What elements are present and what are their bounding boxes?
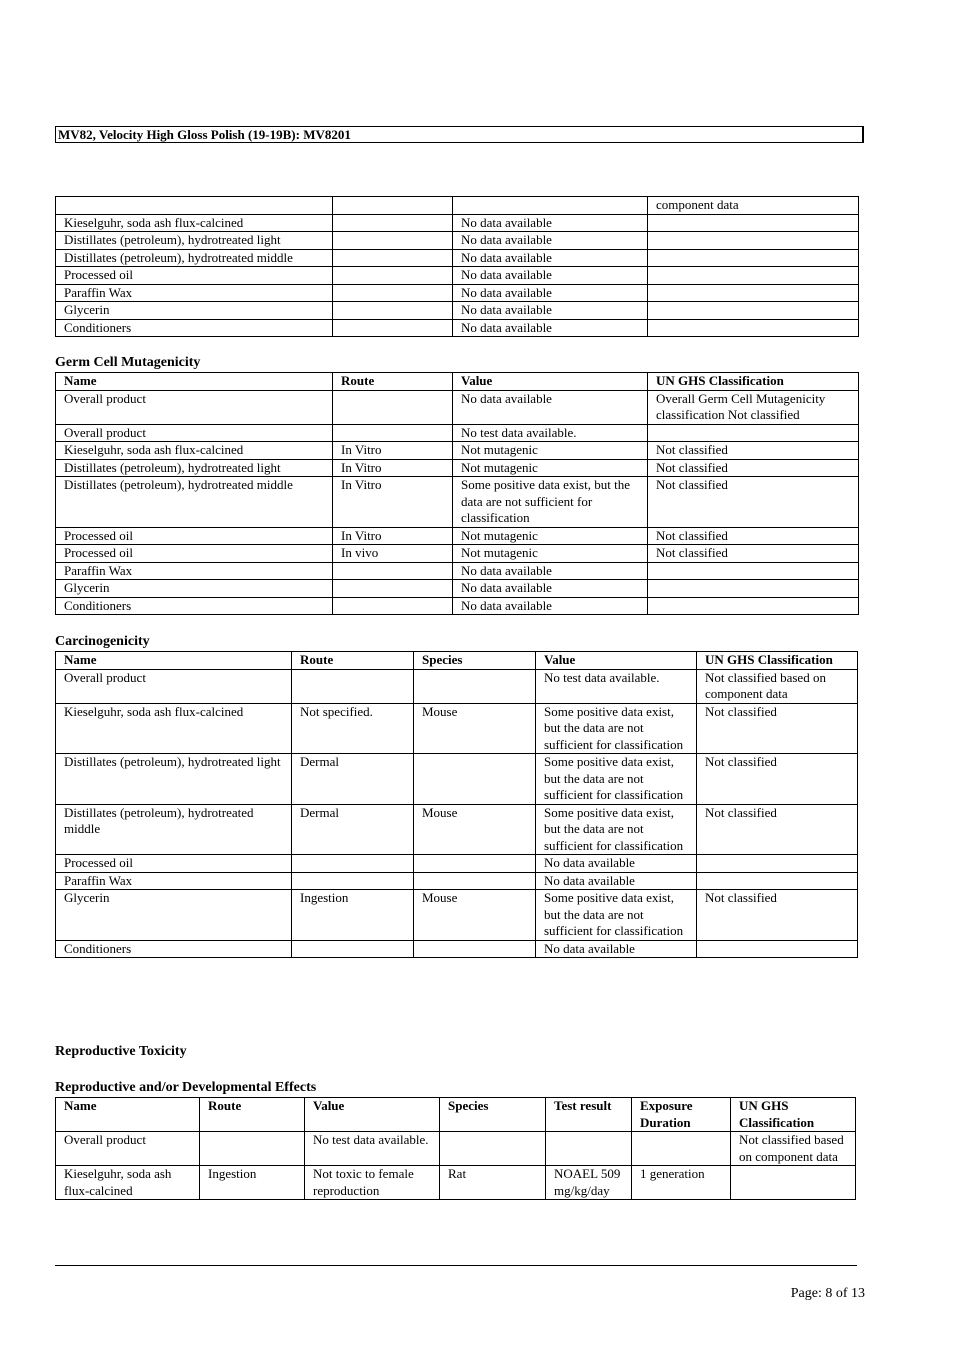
table-cell	[648, 232, 859, 250]
table-row	[56, 302, 859, 320]
table-cell: No data available	[536, 872, 697, 890]
table-row	[56, 1166, 856, 1200]
table-cell: Kieselguhr, soda ash flux-calcined	[56, 703, 292, 754]
table-cell: In vivo	[333, 545, 453, 563]
table-cell: Not classified	[648, 477, 859, 528]
table-row	[56, 232, 859, 250]
table-row	[56, 703, 858, 754]
table-cell: Some positive data exist, but the data are not sufficient for classification	[536, 890, 697, 941]
table-cell: Ingestion	[200, 1166, 305, 1200]
table-row	[56, 527, 859, 545]
acute-toxicity-continuation-table	[55, 196, 859, 337]
table-cell: Some positive data exist, but the data are not sufficient for classification	[453, 477, 648, 528]
table-cell: Processed oil	[56, 855, 292, 873]
table-cell: Some positive data exist, but the data are not sufficient for classification	[536, 754, 697, 805]
column-header: Species	[440, 1098, 546, 1132]
column-header: Name	[56, 373, 333, 391]
table-cell: Glycerin	[56, 890, 292, 941]
table-cell: Overall product	[56, 669, 292, 703]
column-header: Species	[414, 652, 536, 670]
table-cell: Processed oil	[56, 527, 333, 545]
table-cell: Conditioners	[56, 319, 333, 337]
table-cell: Not mutagenic	[453, 459, 648, 477]
table-row	[56, 545, 859, 563]
table-row	[56, 197, 859, 215]
table-row	[56, 442, 859, 460]
table-cell	[414, 872, 536, 890]
table-cell: Ingestion	[292, 890, 414, 941]
table-cell	[414, 855, 536, 873]
table-row	[56, 1132, 856, 1166]
table-cell: Kieselguhr, soda ash flux-calcined	[56, 1166, 200, 1200]
table-cell: Paraffin Wax	[56, 284, 333, 302]
column-header: Route	[200, 1098, 305, 1132]
table-row	[56, 249, 859, 267]
table-row	[56, 754, 858, 805]
table-cell	[414, 754, 536, 805]
table-cell	[648, 267, 859, 285]
table-cell: Glycerin	[56, 580, 333, 598]
column-header: Name	[56, 1098, 200, 1132]
column-header: UN GHS Classification	[697, 652, 858, 670]
table-cell	[648, 580, 859, 598]
table-cell	[546, 1132, 632, 1166]
table-row	[56, 890, 858, 941]
germ-cell-title: Germ Cell Mutagenicity	[55, 355, 201, 370]
table-cell: No data available	[453, 562, 648, 580]
table-cell	[333, 249, 453, 267]
carcinogenicity-title: Carcinogenicity	[55, 634, 150, 649]
column-header: Test result	[546, 1098, 632, 1132]
carcinogenicity-table	[55, 651, 858, 958]
table-cell	[200, 1132, 305, 1166]
table-cell: No data available	[453, 390, 648, 424]
table-cell: Distillates (petroleum), hydrotreated middle	[56, 477, 333, 528]
table-row	[56, 562, 859, 580]
table-cell	[648, 214, 859, 232]
table-row	[56, 267, 859, 285]
table-row	[56, 855, 858, 873]
table-cell: Not classified	[697, 754, 858, 805]
table-cell	[333, 232, 453, 250]
table-row	[56, 804, 858, 855]
table-cell	[648, 424, 859, 442]
table-cell: Not classified	[648, 527, 859, 545]
table-row	[56, 669, 858, 703]
table-cell	[56, 197, 333, 215]
table-cell	[333, 214, 453, 232]
table-cell: No test data available.	[536, 669, 697, 703]
table-cell	[648, 302, 859, 320]
table-cell: Conditioners	[56, 597, 333, 615]
table-cell: Distillates (petroleum), hydrotreated light	[56, 754, 292, 805]
table-cell: Paraffin Wax	[56, 872, 292, 890]
table-row	[56, 390, 859, 424]
table-cell: Some positive data exist, but the data are not sufficient for classification	[536, 804, 697, 855]
reproductive-effects-table	[55, 1097, 856, 1200]
header-row	[56, 652, 858, 670]
table-cell: No test data available.	[453, 424, 648, 442]
table-cell	[414, 669, 536, 703]
table-row	[56, 284, 859, 302]
table-cell: Dermal	[292, 804, 414, 855]
table-cell: Not classified	[648, 459, 859, 477]
table-cell	[731, 1166, 856, 1200]
table-cell	[333, 390, 453, 424]
table-row	[56, 580, 859, 598]
table-cell: No data available	[453, 302, 648, 320]
table-cell: Not classified based on component data	[731, 1132, 856, 1166]
table-cell: Not classified	[697, 804, 858, 855]
table-cell: Not mutagenic	[453, 442, 648, 460]
table-cell: No data available	[453, 232, 648, 250]
table-cell: In Vitro	[333, 527, 453, 545]
table-cell: In Vitro	[333, 477, 453, 528]
table-cell: Distillates (petroleum), hydrotreated middle	[56, 249, 333, 267]
table-cell	[333, 597, 453, 615]
table-cell: No data available	[453, 214, 648, 232]
table-cell: component data	[648, 197, 859, 215]
table-cell	[648, 562, 859, 580]
table-cell: No data available	[453, 597, 648, 615]
germ-cell-table	[55, 372, 859, 615]
table-cell	[414, 940, 536, 958]
reproductive-toxicity-title: Reproductive Toxicity	[55, 1044, 187, 1059]
table-cell	[453, 197, 648, 215]
table-cell	[292, 940, 414, 958]
table-cell: In Vitro	[333, 459, 453, 477]
table-cell	[648, 597, 859, 615]
table-cell: No data available	[453, 249, 648, 267]
table-cell: Not mutagenic	[453, 527, 648, 545]
table-cell	[333, 197, 453, 215]
table-cell: Paraffin Wax	[56, 562, 333, 580]
table-cell: No data available	[453, 319, 648, 337]
table-cell: Rat	[440, 1166, 546, 1200]
table-row	[56, 597, 859, 615]
table-cell	[333, 284, 453, 302]
table-cell: Processed oil	[56, 545, 333, 563]
footer-rule	[55, 1265, 857, 1266]
table-cell: Overall product	[56, 390, 333, 424]
table-cell: Mouse	[414, 804, 536, 855]
column-header: Value	[536, 652, 697, 670]
table-cell: In Vitro	[333, 442, 453, 460]
table-row	[56, 319, 859, 337]
table-cell: No test data available.	[305, 1132, 440, 1166]
table-cell	[632, 1132, 731, 1166]
table-cell	[333, 319, 453, 337]
document-header: MV82, Velocity High Gloss Polish (19-19B): MV8201	[55, 126, 864, 143]
table-cell	[333, 424, 453, 442]
table-cell: No data available	[453, 284, 648, 302]
column-header: UN GHS Classification	[731, 1098, 856, 1132]
table-cell	[292, 872, 414, 890]
column-header: Value	[305, 1098, 440, 1132]
table-cell: Not toxic to female reproduction	[305, 1166, 440, 1200]
reproductive-effects-title: Reproductive and/or Developmental Effects	[55, 1080, 317, 1095]
table-cell	[648, 249, 859, 267]
table-cell	[333, 302, 453, 320]
table-cell: Not classified	[697, 890, 858, 941]
table-cell: Processed oil	[56, 267, 333, 285]
table-row	[56, 214, 859, 232]
table-cell	[648, 319, 859, 337]
table-cell: Conditioners	[56, 940, 292, 958]
table-row	[56, 477, 859, 528]
table-cell: NOAEL 509 mg/kg/day	[546, 1166, 632, 1200]
table-cell: Not specified.	[292, 703, 414, 754]
table-row	[56, 424, 859, 442]
table-cell	[648, 284, 859, 302]
column-header: UN GHS Classification	[648, 373, 859, 391]
table-cell: Overall product	[56, 424, 333, 442]
column-header: Name	[56, 652, 292, 670]
table-cell: Mouse	[414, 890, 536, 941]
table-cell: Dermal	[292, 754, 414, 805]
table-cell	[333, 267, 453, 285]
column-header: Exposure Duration	[632, 1098, 731, 1132]
table-cell	[697, 872, 858, 890]
table-cell: Glycerin	[56, 302, 333, 320]
table-cell: No data available	[536, 855, 697, 873]
table-cell: Kieselguhr, soda ash flux-calcined	[56, 442, 333, 460]
table-cell: No data available	[453, 580, 648, 598]
column-header: Route	[333, 373, 453, 391]
column-header: Route	[292, 652, 414, 670]
table-cell	[292, 669, 414, 703]
header-row	[56, 1098, 856, 1132]
table-cell: Distillates (petroleum), hydrotreated light	[56, 459, 333, 477]
table-cell	[292, 855, 414, 873]
table-cell: No data available	[536, 940, 697, 958]
table-cell: 1 generation	[632, 1166, 731, 1200]
table-cell: Overall product	[56, 1132, 200, 1166]
table-cell	[697, 855, 858, 873]
table-row	[56, 459, 859, 477]
table-cell	[333, 580, 453, 598]
table-cell: Kieselguhr, soda ash flux-calcined	[56, 214, 333, 232]
table-cell: Not classified based on component data	[697, 669, 858, 703]
table-cell: No data available	[453, 267, 648, 285]
table-cell: Distillates (petroleum), hydrotreated light	[56, 232, 333, 250]
table-cell: Mouse	[414, 703, 536, 754]
table-row	[56, 940, 858, 958]
header-row	[56, 373, 859, 391]
table-cell	[697, 940, 858, 958]
table-row	[56, 872, 858, 890]
table-cell	[440, 1132, 546, 1166]
table-cell	[333, 562, 453, 580]
table-cell: Not classified	[648, 545, 859, 563]
table-cell: Overall Germ Cell Mutagenicity classification Not classified	[648, 390, 859, 424]
table-cell: Not classified	[697, 703, 858, 754]
table-cell: Distillates (petroleum), hydrotreated middle	[56, 804, 292, 855]
page-number: Page: 8 of 13	[790, 1286, 865, 1301]
table-cell: Not mutagenic	[453, 545, 648, 563]
table-cell: Some positive data exist, but the data are not sufficient for classification	[536, 703, 697, 754]
table-cell: Not classified	[648, 442, 859, 460]
column-header: Value	[453, 373, 648, 391]
